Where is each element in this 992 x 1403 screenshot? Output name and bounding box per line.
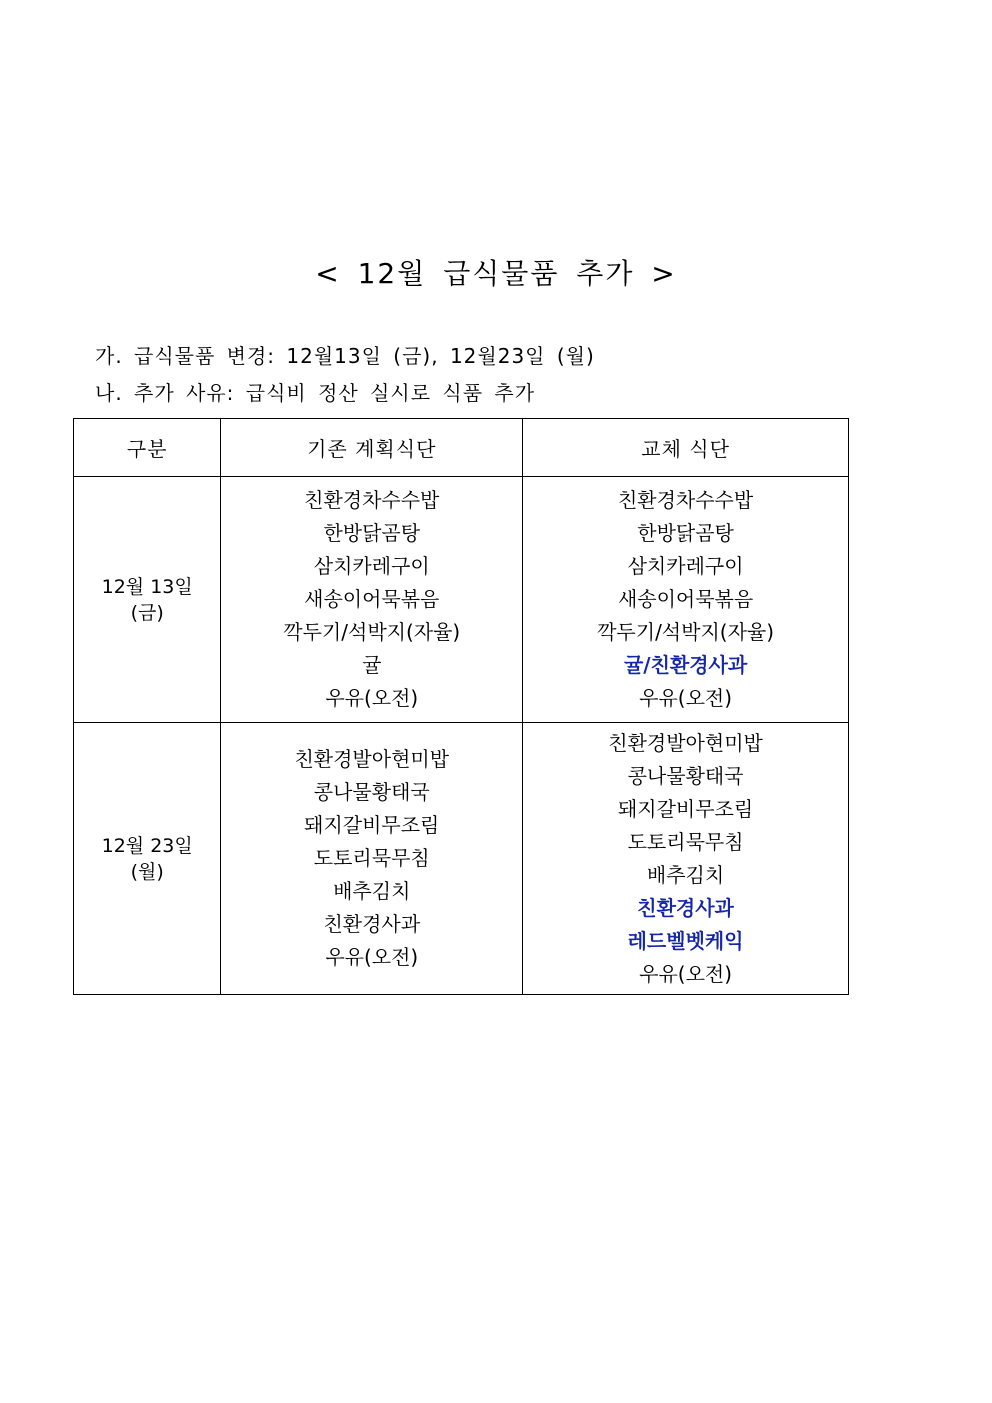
replacement-menu-cell — [523, 723, 849, 995]
menu-item: 우유(오전) — [639, 686, 733, 710]
menu-item: 귤 — [362, 653, 382, 677]
menu-item: 우유(오전) — [325, 686, 419, 710]
menu-item: 돼지갈비무조림 — [617, 796, 754, 821]
menu-item: 도토리묵무침 — [627, 829, 744, 854]
table-header-row — [74, 419, 849, 477]
row-weekday: (금) — [130, 601, 164, 624]
header-original-menu: 기존 계획식단 — [221, 419, 523, 477]
row-weekday: (월) — [130, 860, 164, 883]
menu-item: 삼치카레구이 — [627, 554, 744, 578]
menu-comparison-table — [73, 418, 849, 995]
table-row — [74, 723, 849, 995]
header-category: 구분 — [74, 419, 221, 477]
menu-item: 깍두기/석박지(자율) — [283, 620, 461, 644]
original-menu-cell — [221, 477, 523, 723]
original-menu-cell — [221, 723, 523, 995]
menu-item: 한방닭곰탕 — [637, 521, 734, 545]
menu-item: 친환경차수수밥 — [304, 488, 440, 512]
menu-item: 콩나물황태국 — [313, 780, 430, 804]
changed-menu-item: 친환경사과 — [637, 895, 734, 920]
category-cell — [74, 723, 221, 995]
table-row — [74, 477, 849, 723]
change-info-line: 가. 급식물품 변경: 12월13일 (금), 12월23일 (월) — [95, 344, 595, 368]
menu-item: 한방닭곰탕 — [323, 521, 421, 545]
header-replacement-menu: 교체 식단 — [523, 419, 849, 477]
menu-item: 깍두기/석박지(자율) — [597, 620, 775, 644]
menu-item: 친환경발아현미밥 — [294, 747, 450, 771]
menu-item: 우유(오전) — [325, 945, 419, 969]
menu-item: 콩나물황태국 — [627, 763, 744, 788]
row-date: 12월 23일 — [101, 834, 193, 857]
replacement-menu-cell — [523, 477, 849, 723]
changed-menu-item: 레드벨벳케익 — [627, 928, 744, 953]
page-title: < 12월 급식물품 추가 > — [315, 257, 677, 290]
menu-item: 친환경사과 — [323, 912, 421, 936]
reason-info-line: 나. 추가 사유: 급식비 정산 실시로 식품 추가 — [95, 381, 536, 405]
menu-item: 친환경차수수밥 — [617, 488, 754, 512]
menu-item: 돼지갈비무조림 — [304, 813, 440, 837]
menu-item: 배추김치 — [646, 862, 725, 887]
changed-menu-item: 귤/친환경사과 — [623, 653, 748, 677]
menu-item: 새송이어묵볶음 — [304, 587, 440, 611]
row-date: 12월 13일 — [101, 575, 193, 598]
menu-item: 우유(오전) — [639, 961, 733, 986]
menu-item: 배추김치 — [333, 879, 411, 903]
category-cell — [74, 477, 221, 723]
menu-item: 도토리묵무침 — [313, 846, 430, 870]
menu-item: 삼치카레구이 — [313, 554, 430, 578]
menu-item: 새송이어묵볶음 — [617, 587, 754, 611]
menu-item: 친환경발아현미밥 — [608, 730, 763, 755]
